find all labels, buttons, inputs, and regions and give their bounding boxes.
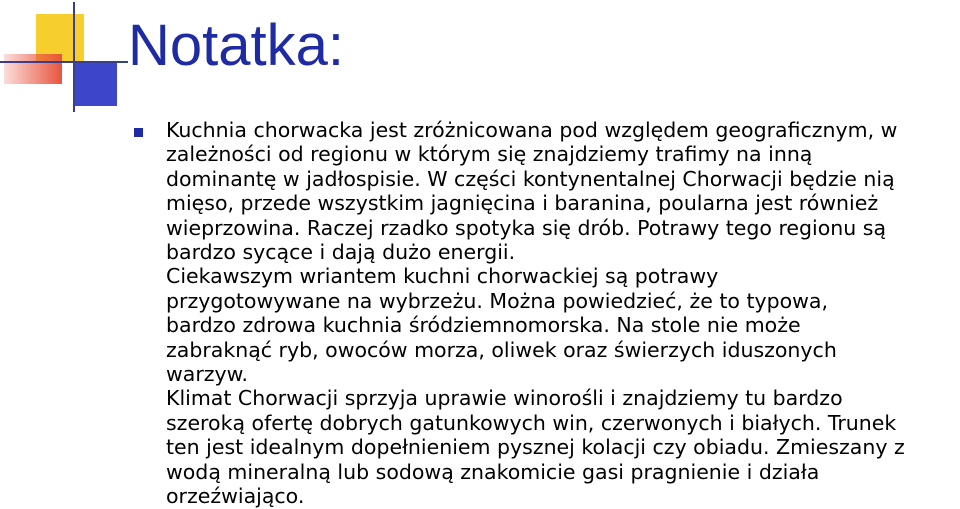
vertical-divider	[73, 2, 75, 112]
blue-square	[73, 62, 117, 106]
corner-decoration	[0, 0, 130, 120]
slide-title: Notatka:	[128, 13, 344, 78]
red-bar	[4, 54, 62, 84]
bullet-square-icon	[134, 128, 143, 137]
slide-body-text: Kuchnia chorwacka jest zróżnicowana pod względem geograficznym, w zależności od regionu w którym się znajdziemy trafimy na inną dominantę w jadłospisie. W części kontynentalnej Chorwacji będzie nią mięso, przede wszystkim jagnięcina i baranina, poularna jest również wieprzowina. Raczej rzadko spotyka się drób. Potrawy tego regionu są bardzo sycące i dają dużo energii. Ciekawszym wriantem kuchni chorwackiej są potrawy przygotowywane na wybrzeżu. Można powiedzieć, że to typowa, bardzo zdrowa kuchnia śródziemnomorska. Na stole nie może zabraknąć ryb, owoców morza, oliwek oraz świerzych iduszonych warzyw. Klimat Chorwacji sprzyja uprawie winorośli i znajdziemy tu bardzo szeroką ofertę dobrych gatunkowych win, czerwonych i białych. Trunek ten jest idealnym dopełnieniem pysznej kolacji czy obiadu. Zmieszany z wodą mineralną lub sodową znakomicie gasi pragnienie i działa orzeźwiająco.	[166, 118, 905, 509]
horizontal-divider	[0, 61, 128, 63]
